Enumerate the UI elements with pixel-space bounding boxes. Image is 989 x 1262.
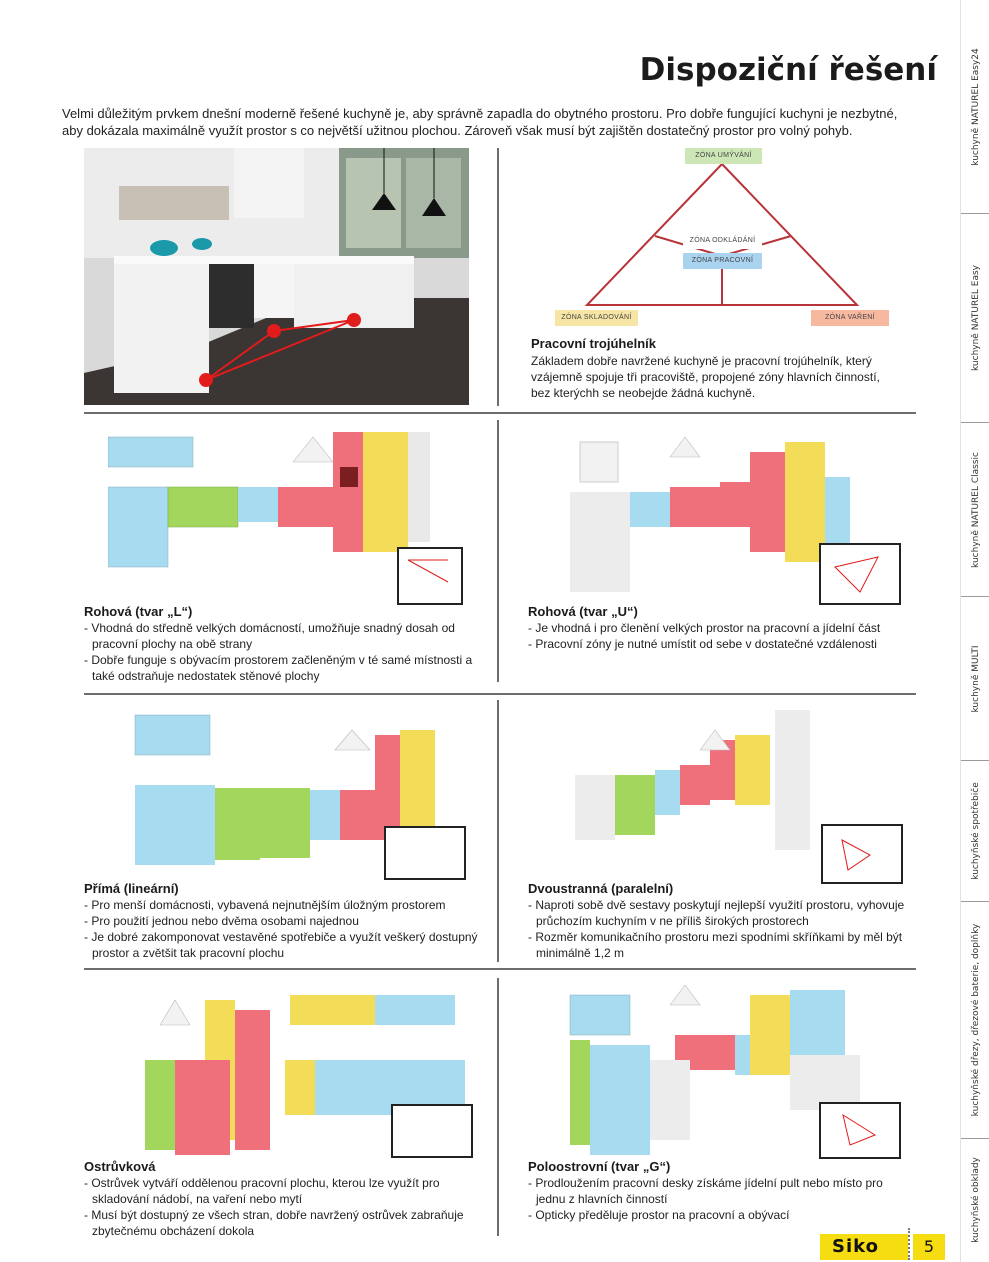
page-number: 5	[913, 1234, 945, 1260]
bullet-item: - Pro použití jednou nebo dvěma osobami najednou	[84, 913, 489, 929]
zone-cooking: ZÓNA VAŘENÍ	[811, 310, 889, 326]
siko-logo	[820, 1234, 908, 1260]
logo-text: Siko	[832, 1236, 879, 1257]
tab-label: kuchyňské dřezy, dřezové baterie, doplňky	[970, 923, 981, 1117]
layout-parallel	[528, 881, 918, 961]
tab-label: kuchyně NATUREL Classic	[970, 451, 981, 568]
zone-washing: ZÓNA UMÝVÁNÍ	[685, 148, 762, 164]
section-heading: Dvoustranná (paralelní)	[528, 881, 674, 896]
g-kitchen-illustration	[565, 985, 905, 1160]
sidebar-tab[interactable]	[961, 597, 989, 761]
page-title: Dispoziční řešení	[639, 52, 937, 88]
sidebar-tab[interactable]	[961, 423, 989, 597]
parallel-kitchen-illustration	[570, 705, 905, 885]
intro-line: aby dokázala maximálně využít prostor s co největší užitnou plochou. Zároveň však musí být zajištěn dostatečný prostor pro volný pohyb.	[62, 123, 853, 138]
section-heading: Ostrůvková	[84, 1159, 156, 1174]
bullet-item: - Naproti sobě dvě sestavy poskytují nejlepší využití prostoru, vyhovuje průchozím kuchyním v ne příliš širokých prostorech	[528, 897, 918, 929]
layout-g	[528, 1159, 913, 1223]
bullet-item: - Prodloužením pracovní desky získáme jídelní pult nebo místo pro jednu z hlavních činností	[528, 1175, 913, 1207]
bullet-item: - Dobře funguje s obývacím prostorem začleněným v té samé místnosti a také odstraňuje nedostatek stěnové plochy	[84, 652, 489, 684]
bullet-item: - Opticky předěluje prostor na pracovní a obývací	[528, 1207, 913, 1223]
intro-line: Velmi důležitým prvkem dnešní moderně řešené kuchyně je, aby správně zapadla do obytného prostoru. Pro dobře fungující kuchyni je nezbytné,	[62, 106, 898, 121]
divider	[497, 978, 499, 1236]
work-triangle-diagram	[555, 148, 895, 328]
bullet-item: - Vhodná do středně velkých domácností, umožňuje snadný dosah od pracovní plochy na obě strany	[84, 620, 489, 652]
divider	[497, 148, 499, 406]
layout-linear	[84, 881, 489, 961]
bullet-list	[84, 897, 489, 961]
section-text	[531, 353, 911, 401]
sidebar-tab[interactable]	[961, 902, 989, 1139]
text-line: vzájemně spojuje tři pracoviště, propojené zóny hlavních činností,	[531, 370, 880, 384]
tab-label: kuchyňské spotřebiče	[970, 782, 981, 880]
bullet-item: - Ostrůvek vytváří oddělenou pracovní plochu, kterou lze využít pro skladování nádobí, na vaření nebo mytí	[84, 1175, 489, 1207]
layout-island	[84, 1159, 489, 1239]
bullet-list	[528, 1175, 913, 1223]
section-sidebar	[960, 0, 989, 1262]
intro-text	[62, 105, 942, 139]
section-heading: Poloostrovní (tvar „G“)	[528, 1159, 671, 1174]
sidebar-tab[interactable]	[961, 0, 989, 214]
island-kitchen-illustration	[140, 990, 475, 1160]
layout-u	[528, 604, 913, 652]
zone-storing-aside: ZÓNA ODKLÁDÁNÍ	[683, 233, 762, 249]
sidebar-tab[interactable]	[961, 761, 989, 902]
bullet-item: - Pracovní zóny je nutné umístit od sebe v dostatečné vzdálenosti	[528, 636, 913, 652]
divider	[84, 693, 916, 695]
section-heading: Přímá (lineární)	[84, 881, 179, 896]
divider	[84, 412, 916, 414]
divider	[497, 700, 499, 962]
bullet-item: - Pro menší domácnosti, vybavená nejnutnějším úložným prostorem	[84, 897, 489, 913]
tab-label: kuchyně NATUREL Easy24	[970, 47, 981, 166]
section-heading: Rohová (tvar „U“)	[528, 604, 638, 619]
divider	[84, 968, 916, 970]
text-line: Základem dobře navržené kuchyně je pracovní trojúhelník, který	[531, 354, 872, 368]
tab-label: kuchyně MULTI	[970, 645, 981, 712]
layout-l	[84, 604, 489, 684]
tab-label: kuchyňské obklady	[970, 1157, 981, 1243]
triangle-description	[531, 336, 911, 401]
bullet-list	[528, 620, 913, 652]
section-heading: Pracovní trojúhelník	[531, 336, 656, 351]
bullet-item: - Je vhodná i pro členění velkých prostor na pracovní a jídelní část	[528, 620, 913, 636]
zone-storage: ZÓNA SKLADOVÁNÍ	[555, 310, 638, 326]
divider	[497, 420, 499, 682]
section-heading: Rohová (tvar „L“)	[84, 604, 193, 619]
text-line: bez kterýchh se neobejde žádná kuchyně.	[531, 386, 756, 400]
bullet-list	[84, 1175, 489, 1239]
bullet-item: - Musí být dostupný ze všech stran, dobře navržený ostrůvek zabraňuje zbytečnému obcházení dokola	[84, 1207, 489, 1239]
bullet-item: - Rozměr komunikačního prostoru mezi spodními skříňkami by měl být minimálně 1,2 m	[528, 929, 918, 961]
kitchen-photo	[84, 148, 469, 405]
bullet-list	[84, 620, 489, 684]
u-kitchen-illustration	[560, 432, 905, 607]
zone-working: ZÓNA PRACOVNÍ	[683, 253, 762, 269]
sidebar-tab[interactable]	[961, 1139, 989, 1261]
sidebar-tab[interactable]	[961, 214, 989, 423]
l-kitchen-illustration	[108, 432, 478, 607]
bullet-item: - Je dobré zakomponovat vestavěné spotřebiče a využít veškerý dostupný prostor a zvětšit tak pracovní plochu	[84, 929, 489, 961]
linear-kitchen-illustration	[130, 710, 475, 880]
tab-label: kuchyně NATUREL Easy	[970, 264, 981, 372]
bullet-list	[528, 897, 918, 961]
